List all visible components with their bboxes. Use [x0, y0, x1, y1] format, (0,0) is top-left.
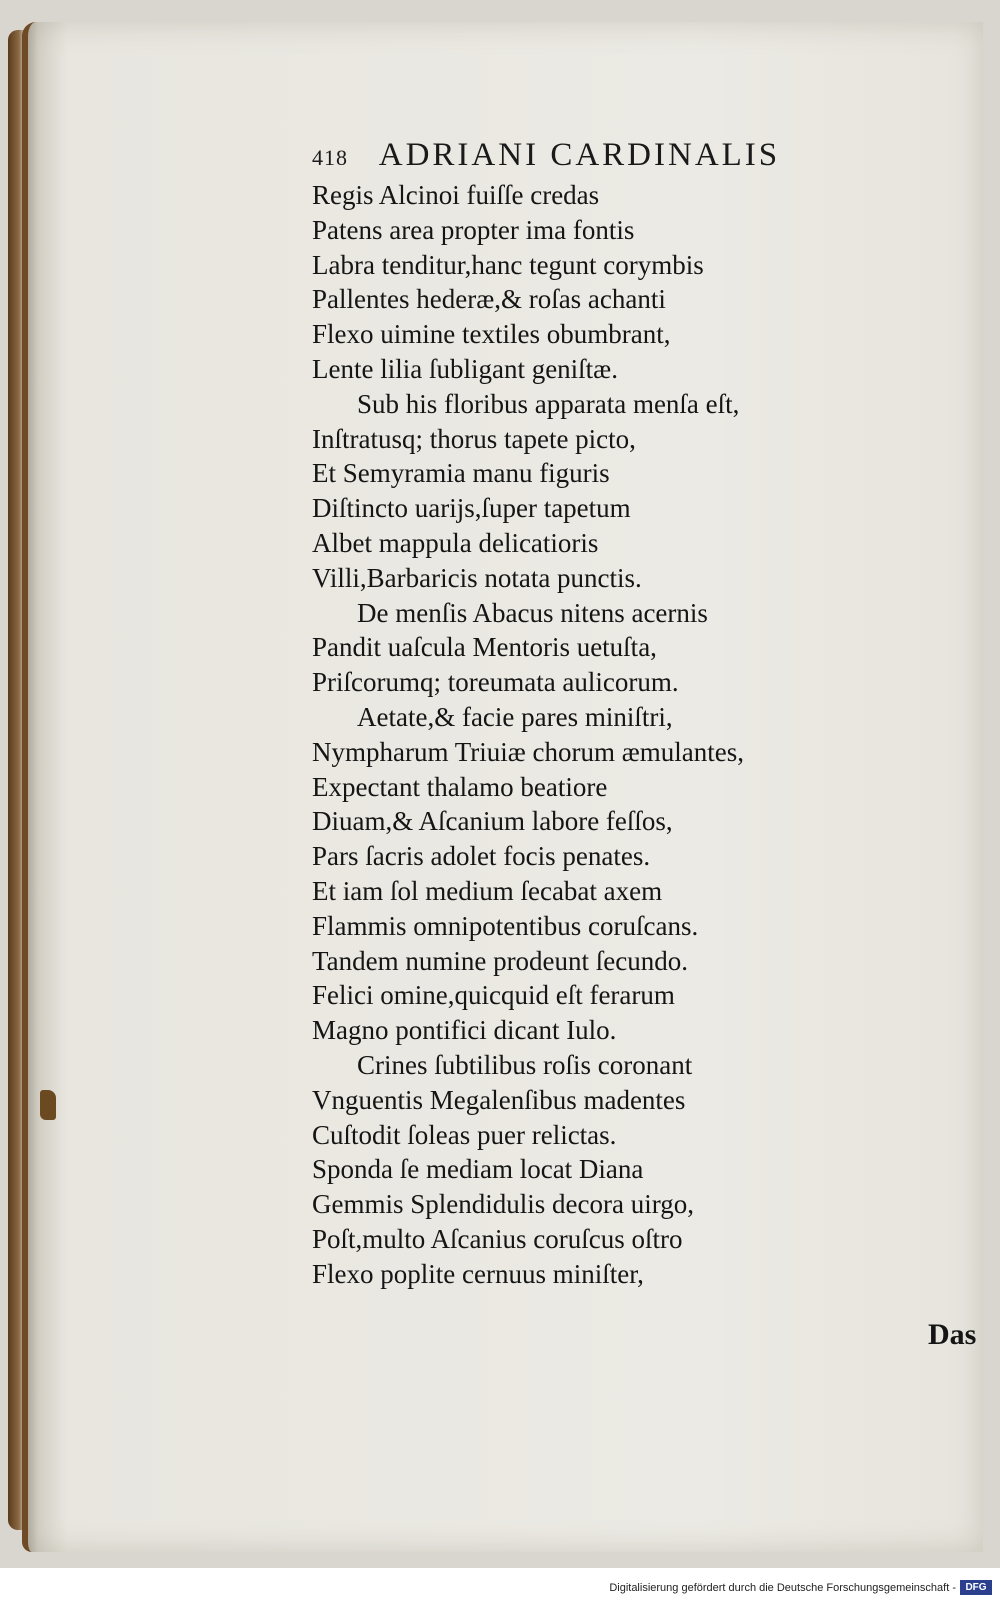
- verse-line: Albet mappula delicatioris: [312, 527, 599, 558]
- verse-line: Regis Alcinoi fuiſſe credas: [312, 180, 600, 210]
- poem-text: [312, 178, 832, 1292]
- verse-line: Poſt,multo Aſcanius coruſcus oſtro: [312, 1223, 683, 1254]
- verse-line: Expectant thalamo beatiore: [312, 771, 608, 802]
- verse-line: Pars ſacris adolet focis penates.: [312, 841, 651, 872]
- verse-line: Cuſtodit ſoleas puer relictas.: [312, 1119, 617, 1150]
- page-stain: [40, 1090, 56, 1120]
- verse-line: Flexo poplite cernuus miniſter,: [312, 1258, 644, 1289]
- verse-line: Aetate,& facie pares miniſtri,: [357, 701, 673, 732]
- verse-line: Sub his floribus apparata menſa eſt,: [357, 388, 740, 419]
- verse-line: Flammis omnipotentibus coruſcans.: [312, 910, 699, 941]
- verse-line: Diuam,& Aſcanium labore feſſos,: [312, 806, 673, 837]
- verse-line: De menſis Abacus nitens acernis: [357, 597, 708, 628]
- verse-line: Et Semyramia manu figuris: [312, 458, 610, 489]
- verse-line: Et iam ſol medium ſecabat axem: [312, 875, 663, 906]
- verse-line: Patens area propter ima fontis: [312, 214, 635, 245]
- verse-line: Tandem numine prodeunt ſecundo.: [312, 945, 689, 976]
- verse-line: Felici omine,quicquid eſt ferarum: [312, 980, 675, 1011]
- verse-line: Villi,Barbaricis notata punctis.: [312, 562, 642, 593]
- catchword: Das: [928, 1318, 977, 1351]
- verse-line: Inſtratusq; thorus tapete picto,: [312, 423, 636, 454]
- verse-line: Labra tenditur,hanc tegunt corymbis: [312, 249, 704, 280]
- verse-line: Magno pontifici dicant Iulo.: [312, 1015, 617, 1046]
- page-header: [312, 137, 780, 174]
- verse-line: Vnguentis Megalenſibus madentes: [312, 1084, 686, 1115]
- verse-line: Lente lilia ſubligant geniſtæ.: [312, 353, 618, 384]
- verse-line: Sponda ſe mediam locat Diana: [312, 1154, 644, 1185]
- verse-line: Priſcorumq; toreumata aulicorum.: [312, 667, 679, 698]
- running-title: ADRIANI CARDINALIS: [378, 137, 781, 173]
- dfg-logo: DFG: [960, 1580, 992, 1595]
- folio-number: 418: [312, 145, 348, 170]
- verse-line: Flexo uimine textiles obumbrant,: [312, 319, 671, 350]
- verse-line: Nympharum Triuiæ chorum æmulantes,: [312, 736, 744, 767]
- verse-line: Pandit uaſcula Mentoris uetuſta,: [312, 632, 657, 663]
- digitization-footer: [0, 1568, 1000, 1603]
- footer-credit: Digitalisierung gefördert durch die Deutsche Forschungsgemeinschaft -: [609, 1582, 956, 1594]
- verse-line: Diſtincto uarijs,ſuper tapetum: [312, 493, 631, 524]
- verse-line: Pallentes hederæ,& roſas achanti: [312, 284, 666, 315]
- verse-line: Crines ſubtilibus roſis coronant: [357, 1049, 693, 1080]
- verse-line: Gemmis Splendidulis decora uirgo,: [312, 1189, 694, 1220]
